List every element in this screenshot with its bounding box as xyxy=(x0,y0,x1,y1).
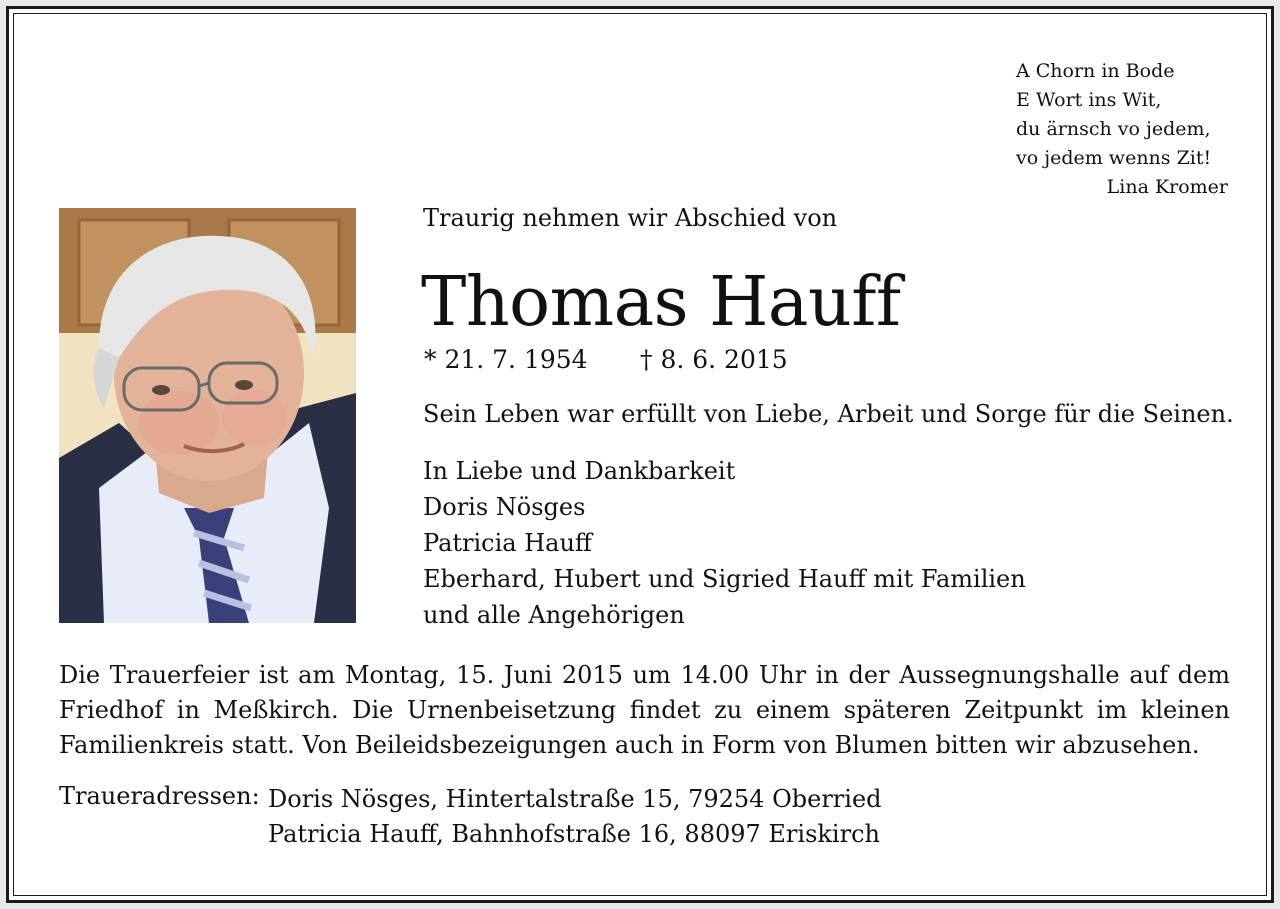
mourner-line: In Liebe und Dankbarkeit xyxy=(423,457,736,485)
motto: Sein Leben war erfüllt von Liebe, Arbeit und Sorge für die Seinen. xyxy=(423,400,1234,428)
mourner-line: Doris Nösges xyxy=(423,493,586,521)
poem-line: du ärnsch vo jedem, xyxy=(1016,118,1211,140)
portrait-photo xyxy=(59,208,356,623)
poem-line: A Chorn in Bode xyxy=(1016,60,1175,82)
death-date: † 8. 6. 2015 xyxy=(640,345,788,374)
addresses-list xyxy=(268,782,882,852)
ceremony-line: Familienkreis statt. Von Beileidsbezeigungen auch in Form von Blumen bitten wir abzusehen. xyxy=(59,731,1200,759)
mourner-line: und alle Angehörigen xyxy=(423,601,685,629)
ceremony-line: Friedhof in Meßkirch. Die Urnenbeisetzung findet zu einem späteren Zeitpunkt im kleinen xyxy=(59,696,1230,724)
birth-date: * 21. 7. 1954 xyxy=(424,345,588,374)
mourner-line: Eberhard, Hubert und Sigried Hauff mit Familien xyxy=(423,565,1026,593)
deceased-name: Thomas Hauff xyxy=(421,263,901,342)
ceremony-line: Die Trauerfeier ist am Montag, 15. Juni 2015 um 14.00 Uhr in der Aussegnungshalle auf dem xyxy=(59,661,1230,689)
address-line: Doris Nösges, Hintertalstraße 15, 79254 Oberried xyxy=(268,785,882,813)
addresses-label: Traueradressen: xyxy=(59,782,260,810)
poem-line: vo jedem wenns Zit! xyxy=(1016,147,1212,169)
mourner-line: Patricia Hauff xyxy=(423,529,592,557)
poem xyxy=(1016,57,1228,202)
address-line: Patricia Hauff, Bahnhofstraße 16, 88097 Eriskirch xyxy=(268,820,880,848)
poem-author: Lina Kromer xyxy=(1106,176,1228,198)
intro-text: Traurig nehmen wir Abschied von xyxy=(423,204,838,232)
mourners-list xyxy=(423,453,1026,633)
poem-line: E Wort ins Wit, xyxy=(1016,89,1162,111)
ceremony-paragraph xyxy=(59,658,1230,763)
